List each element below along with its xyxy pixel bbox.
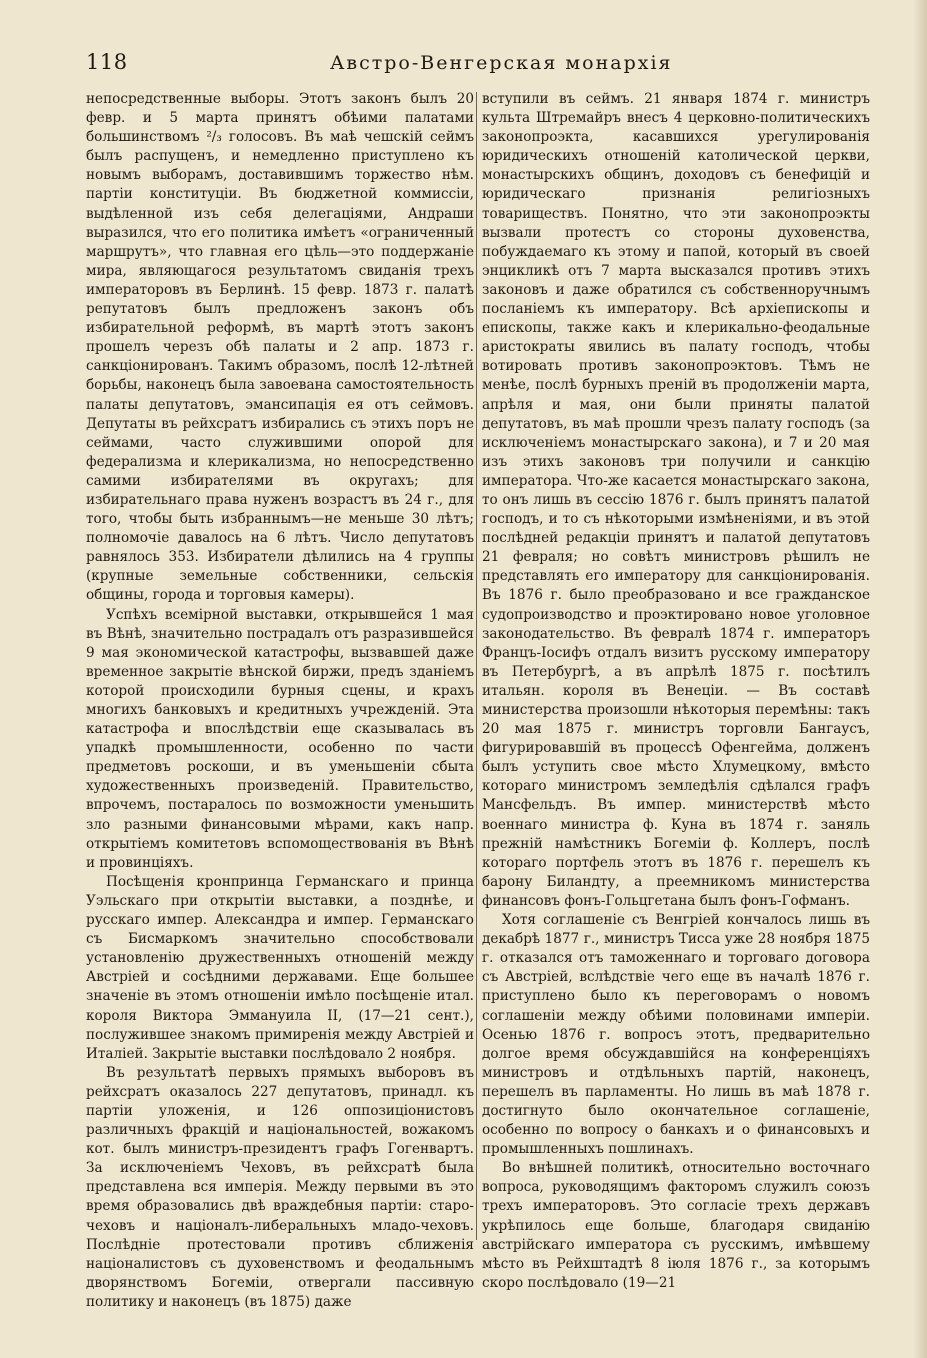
paragraph: вступили въ сеймъ. 21 января 1874 г. министръ культа Штремайръ внесъ 4 церковно-политическихъ законопроэкта, касавшихся урегулированія юридическихъ отношеній католической церкви, монастырскихъ общинъ, доходовъ съ бенефицій и юридическаго признанія религіозныхъ товариществъ. Понятно, что эти законопроэкты вызвали протестъ со стороны духовенства, побуждаемаго къ этому и папой, который въ своей энцикликѣ отъ 7 марта высказался противъ этихъ законовъ и даже обратился съ собственноручнымъ посланіемъ къ императору. Всѣ архіепископы и епископы, также какъ и клерикально-феодальные аристократы явились въ палату господъ, чтобы вотировать противъ законопроэктовъ. Тѣмъ не менѣе, послѣ бурныхъ преній въ продолженіи марта, апрѣля и мая, они были приняты палатой депутатовъ, въ маѣ прошли чрезъ палату господъ (за исключеніемъ монастырскаго закона), и 7 и 20 мая изъ этихъ законовъ три получили и санкцію императора. Что-же касается монастырскаго закона, то онъ лишь въ сессію 1876 г. былъ принятъ палатой господъ, и то съ нѣкоторыми измѣненіями, и въ этой послѣдней редакціи принятъ и палатой депутатовъ 21 февраля; но совѣтъ министровъ рѣшилъ не представлять его императору для санкціонированія. Въ 1876 г. было преобразовано и все гражданское судопроизводство и проэктировано новое уголовное законодательство. Въ февралѣ 1874 г. императоръ Францъ-Іосифъ отдалъ визитъ русскому императору въ Петербургѣ, а въ апрѣлѣ 1875 г. посѣтилъ итальян. короля въ Венеціи. — Въ составѣ министерства произошли нѣкоторыя перемѣны: такъ 20 мая 1875 г. министръ торговли Бангаусъ, фигурировавшій въ процессѣ Офенгейма, долженъ былъ уступить свое мѣсто Хлумецкому, вмѣсто котораго министромъ земледѣлія сдѣлался графъ Мансфельдъ. Въ импер. министерствѣ мѣсто военнаго министра ф. Куна въ 1874 г. заняль прежній намѣстникъ Богеміи ф. Коллеръ, послѣ котораго портфель этотъ въ 1876 г. перешелъ къ барону Биландту, а преемникомъ министерства финансовъ фонъ-Гольцгетана былъ фонъ-Гофманъ. <box>482 91 870 909</box>
paragraph: Успѣхъ всемірной выставки, открывшейся 1 мая въ Вѣнѣ, значительно пострадалъ отъ разразившейся 9 мая экономической катастрофы, вызвавшей даже временное закрытіе вѣнской биржи, предъ зданіемъ которой происходили бурныя сцены, и крахъ многихъ банковыхъ и кредитныхъ учрежденій. Эта катастрофа и впослѣдствіи еще сказывалась въ упадкѣ промышленности, особенно по части предметовъ роскоши, и въ уменьшеніи сбыта художественныхъ произведеній. Правительство, впрочемъ, постаралось по возможности уменьшить зло разными финансовыми мѣрами, какъ напр. открытіемъ комитетовъ вспомоществованія въ Вѣнѣ и провинціяхъ. <box>86 606 474 871</box>
column-divider <box>476 92 477 1240</box>
running-title: Австро-Венгерская монархія <box>330 52 673 74</box>
paragraph: Во внѣшней политикѣ, относительно восточнаго вопроса, руководящимъ факторомъ служилъ союзъ трехъ императоровъ. Это согласіе трехъ державъ укрѣпилось еще больше, благодаря свиданію австрійскаго императора съ русскимъ, имѣвшему мѣсто въ Рейхштадтѣ 8 іюля 1876 г., за которымъ скоро послѣдовало (19—21 <box>482 1160 870 1291</box>
right-column <box>482 90 870 1293</box>
paragraph: Посѣщенія кронпринца Германскаго и принца Уэльскаго при открытіи выставки, а позднѣе, и русскаго импер. Александра и импер. Германскаго съ Бисмаркомъ значительно способствовали установленію дружественныхъ отношеній между Австріей и сосѣдними державами. Еще большее значеніе въ этомъ отношеніи имѣло посѣщеніе итал. короля Виктора Эммануила II, (17—21 сент.), послужившее знакомъ примиренія между Австріей и Италіей. Закрытіе выставки послѣдовало 2 ноября. <box>86 873 474 1062</box>
paragraph: Въ результатѣ первыхъ прямыхъ выборовъ въ рейхсратъ оказалось 227 депутатовъ, принадл. къ партіи уложенія, и 126 оппозиціонистовъ различныхъ фракцій и національностей, вожакомъ кот. былъ министръ-президентъ графъ Гогенвартъ. За исключеніемъ Чеховъ, въ рейхсратѣ была представлена вся имперія. Между первыми въ это время образовались двѣ враждебныя партіи: старо-чеховъ и націоналъ-либеральныхъ младо-чеховъ. Послѣдніе протестовали противъ сближенія націоналистовъ съ духовенствомъ и феодальнымъ дворянствомъ Богеміи, отвергали пассивную политику и наконецъ (въ 1875) даже <box>86 1064 474 1310</box>
page-number: 118 <box>86 50 128 74</box>
left-column <box>86 90 474 1312</box>
page-edge-shadow <box>913 0 927 1358</box>
paragraph: непосредственные выборы. Этотъ законъ былъ 20 февр. и 5 марта принятъ обѣими палатами большинствомъ ²/₃ голосовъ. Въ маѣ чешскій сеймъ былъ распущенъ, и немедленно приступлено къ новымъ выборамъ, доставившимъ торжество нѣм. партіи конституціи. Въ бюджетной коммиссіи, выдѣленной изъ себя делегаціями, Андраши выразился, что его политика имѣетъ «ограниченный маршрутъ», что главная его цѣль—это поддержаніе мира, являющагося результатомъ свиданія трехъ императоровъ въ Берлинѣ. 15 февр. 1873 г. палатѣ репутатовъ былъ предложенъ законъ объ избирательной реформѣ, въ мартѣ этотъ законъ прошелъ черезъ обѣ палаты и 2 апр. 1873 г. санкціонированъ. Такимъ образомъ, послѣ 12-лѣтней борьбы, наконецъ была завоевана самостоятельность палаты депутатовъ, эмансипація ея отъ сеймовъ. Депутаты въ рейхсратъ избирались съ этихъ поръ не сеймами, часто служившими опорой для федерализма и клерикализма, но непосредственно самими избирателями въ округахъ; для избирательнаго права нуженъ возрастъ въ 24 г., для того, чтобы быть избраннымъ—не меньше 30 лѣтъ; полномочіе давалось на 6 лѣтъ. Число депутатовъ равнялось 353. Избиратели дѣлились на 4 группы (крупные земельные собственники, сельскія общины, города и торговыя камеры). <box>86 91 474 604</box>
paragraph: Хотя соглашеніе съ Венгріей кончалось лишь въ декабрѣ 1877 г., министръ Тисса уже 28 ноября 1875 г. отказался отъ таможеннаго и торговаго договора съ Австріей, вслѣдствіе чего еще въ началѣ 1876 г. приступлено было къ переговорамъ о новомъ соглашеніи между обѣими половинами имперіи. Осенью 1876 г. вопросъ этотъ, предварительно долгое время обсуждавшійся на конференціяхъ министровъ и отдѣльныхъ партій, наконецъ, перешелъ въ парламенты. Но лишь въ маѣ 1878 г. достигнуто было окончательное соглашеніе, особенно по вопросу о банкахъ и о финансовыхъ и промышленныхъ пошлинахъ. <box>482 912 870 1158</box>
